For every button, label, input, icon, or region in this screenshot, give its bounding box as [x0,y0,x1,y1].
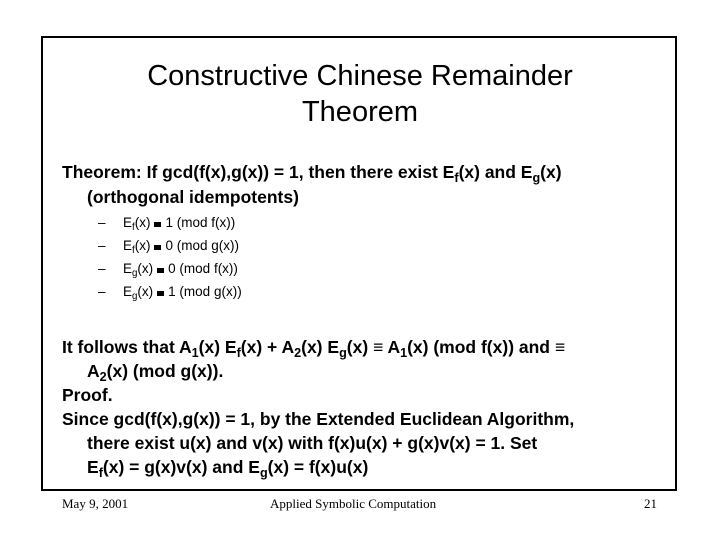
subscript: f [98,465,103,480]
text-run: E [87,457,99,477]
theorem-line-2: (orthogonal idempotents) [87,187,299,207]
consequence-paragraph [62,335,672,383]
footer-page-number: 21 [644,496,657,511]
func-arg: (x) [137,284,154,299]
theorem-sub-f: f [454,170,459,185]
idempotent-expression [123,257,238,280]
dash-bullet: – [98,215,106,230]
equivalence-mark-icon [154,245,161,250]
subscript: g [339,345,347,360]
congruence-rhs: 0 (mod g(x)) [165,238,239,253]
subscript: 2 [294,345,302,360]
subscript: 1 [400,345,408,360]
text-run: (x) ≡ A [346,337,401,357]
proof-label: Proof. [62,385,113,405]
subscript: f [236,345,241,360]
title-line-1: Constructive Chinese Remainder [147,60,573,92]
congruence-rhs: 1 (mod f(x)) [165,215,236,230]
idempotent-expression [123,280,242,303]
footer-date: May 9, 2001 [62,496,129,511]
equivalence-mark-icon [157,291,164,296]
text-run: (x) E [301,337,340,357]
text-run: (x) = f(x)u(x) [267,457,369,477]
proof-line-1: Since gcd(f(x),g(x)) = 1, by the Extended Euclidean Algorithm, [62,409,575,429]
theorem-end: (x) [540,162,562,182]
func-arg: (x) [137,261,154,276]
title-line-2: Theorem [301,96,419,128]
text-run: (x) = g(x)v(x) and E [102,457,260,477]
theorem-prefix: Theorem: If gcd(f(x),g(x)) = 1, then there exist E [62,162,455,182]
func-name: E [123,238,133,253]
slide-title [60,58,660,130]
subscript: 2 [99,369,107,384]
text-run: A [87,361,100,381]
theorem-statement [62,160,662,210]
func-sub: g [132,290,138,302]
text-run: (x) E [198,337,237,357]
proof-paragraph [62,407,672,479]
congruence-rhs: 1 (mod g(x)) [168,284,242,299]
text-run: (x) + A [240,337,295,357]
func-sub: f [132,221,135,233]
proof-block [62,335,672,479]
text-run: It follows that A [62,337,192,357]
dash-bullet: – [98,261,106,276]
congruence-rhs: 0 (mod f(x)) [168,261,238,276]
subscript: g [259,465,268,480]
func-name: E [123,261,133,276]
func-sub: f [132,244,135,256]
text-run: (x) (mod g(x)). [106,361,224,381]
proof-line-2: there exist u(x) and v(x) with f(x)u(x) + g(x)v(x) = 1. Set [87,433,538,453]
equivalence-mark-icon [154,222,161,227]
equivalence-mark-icon [157,268,164,273]
idempotent-expression [123,211,235,234]
func-name: E [123,215,133,230]
theorem-mid: (x) and E [458,162,533,182]
func-arg: (x) [134,215,151,230]
dash-bullet: – [98,284,106,299]
theorem-sub-g: g [532,170,541,185]
func-arg: (x) [134,238,151,253]
text-run: (x) (mod f(x)) and ≡ [407,337,566,357]
func-sub: g [132,267,138,279]
idempotent-expression [123,234,239,257]
footer-course: Applied Symbolic Computation [270,496,437,511]
func-name: E [123,284,133,299]
dash-bullet: – [98,238,106,253]
subscript: 1 [191,345,199,360]
